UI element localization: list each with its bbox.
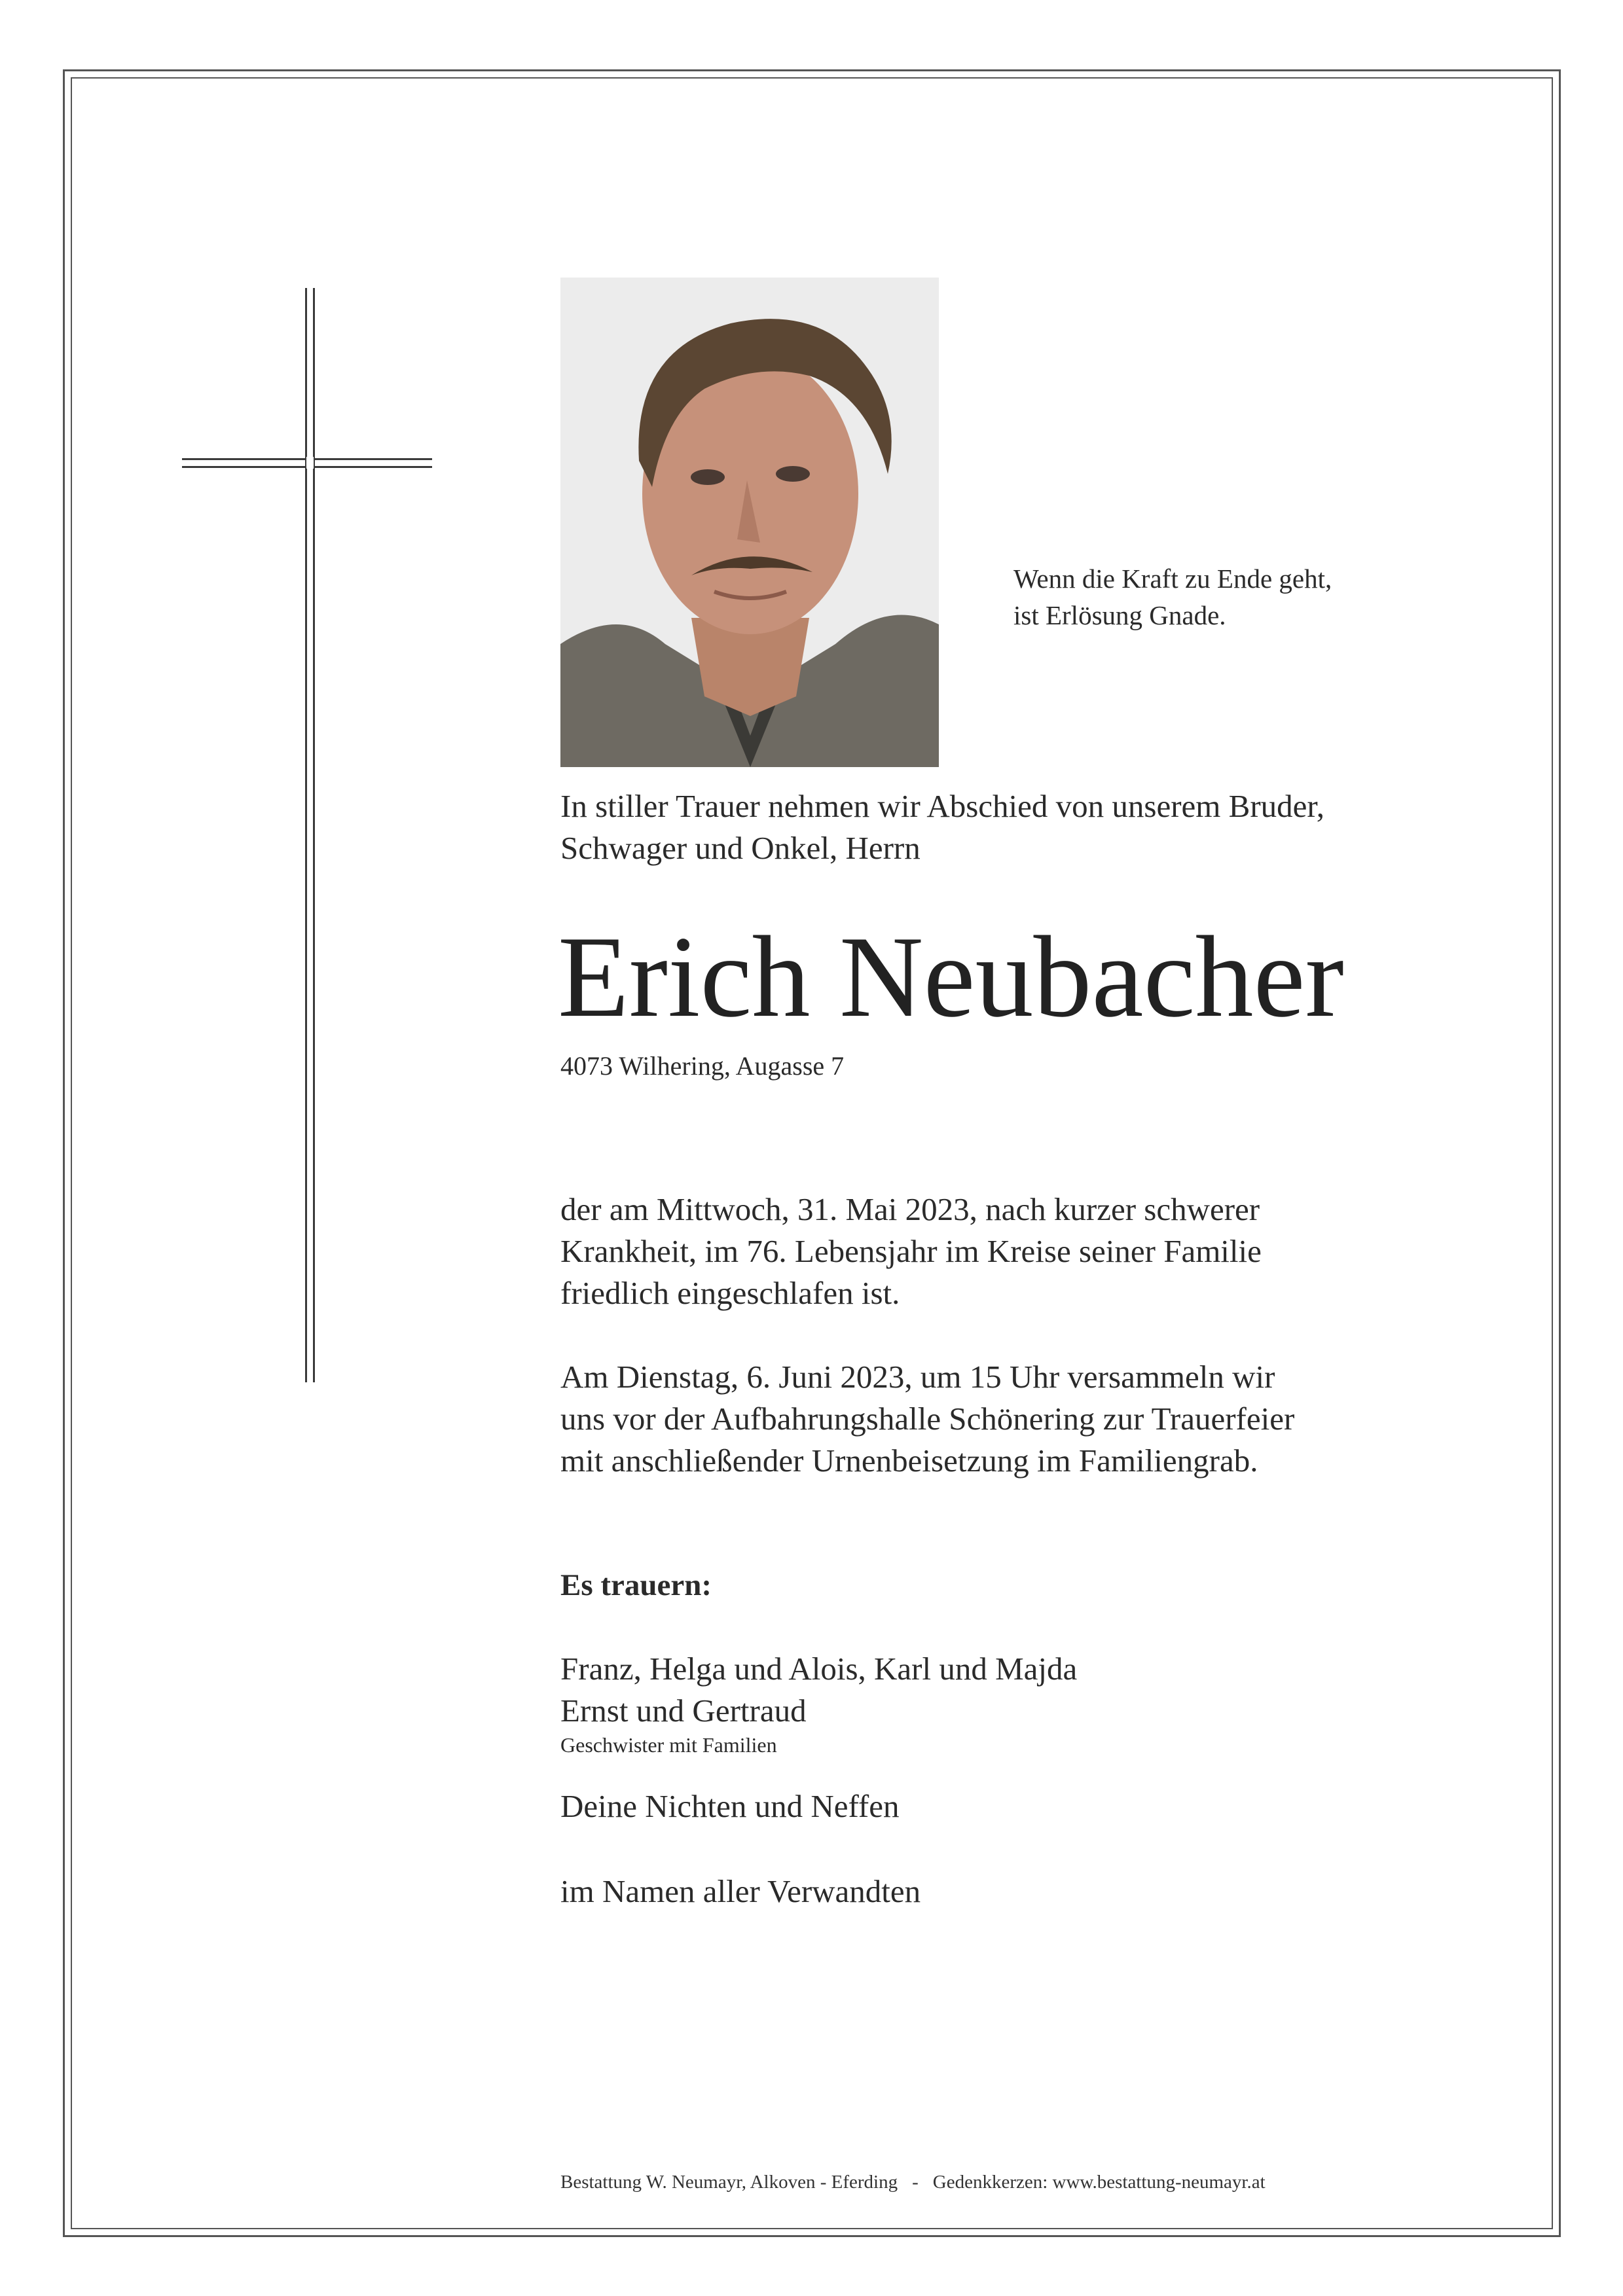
deceased-address: 4073 Wilhering, Augasse 7 (560, 1051, 845, 1081)
quote-line: Wenn die Kraft zu Ende geht, (1013, 564, 1332, 594)
footer-candles-link[interactable]: Gedenkkerzen: www.bestattung-neumayr.at (932, 2172, 1266, 2193)
notice-line: Krankheit, im 76. Lebensjahr im Kreise seiner Familie (560, 1233, 1262, 1269)
mourners-relatives: im Namen aller Verwandten (560, 1873, 921, 1909)
memorial-quote (1013, 560, 1472, 634)
death-notice (560, 1189, 1516, 1314)
quote-line: ist Erlösung Gnade. (1013, 600, 1226, 630)
portrait-photo (560, 278, 939, 767)
mourner-line: Ernst und Gertraud (560, 1693, 807, 1729)
mourners-heading: Es trauern: (560, 1568, 712, 1602)
funeral-line: Am Dienstag, 6. Juni 2023, um 15 Uhr versammeln wir (560, 1359, 1275, 1395)
funeral-line: mit anschließender Urnenbeisetzung im Familiengrab. (560, 1443, 1258, 1479)
deceased-name: Erich Neubacher (558, 912, 1344, 1041)
intro-line: Schwager und Onkel, Herrn (560, 830, 921, 866)
mourners-note: Geschwister mit Familien (560, 1733, 777, 1757)
mourners-siblings (560, 1648, 1077, 1732)
funeral-details (560, 1356, 1516, 1482)
intro-line: In stiller Trauer nehmen wir Abschied von unserem Bruder, (560, 788, 1325, 824)
footer-separator: - (912, 2172, 919, 2193)
notice-line: friedlich eingeschlafen ist. (560, 1275, 900, 1311)
intro-text (560, 785, 1516, 869)
funeral-line: uns vor der Aufbahrungshalle Schönering zur Trauerfeier (560, 1401, 1295, 1437)
cross-icon (182, 288, 432, 1382)
mourner-line: Franz, Helga und Alois, Karl und Majda (560, 1651, 1078, 1687)
footer-funeral-home: Bestattung W. Neumayr, Alkoven - Eferding (560, 2172, 898, 2193)
mourners-nieces-nephews: Deine Nichten und Neffen (560, 1788, 900, 1824)
notice-line: der am Mittwoch, 31. Mai 2023, nach kurzer schwerer (560, 1191, 1260, 1227)
footer (560, 2170, 1516, 2194)
